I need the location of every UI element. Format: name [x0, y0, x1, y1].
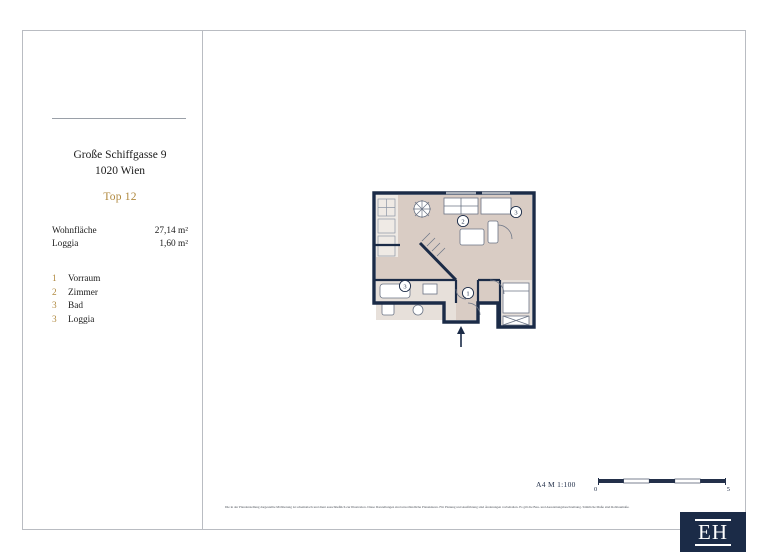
svg-text:2: 2	[461, 218, 465, 226]
room-name: Bad	[68, 301, 83, 311]
scale-block	[536, 478, 730, 500]
area-table	[52, 225, 188, 251]
area-label: Wohnfläche	[52, 226, 97, 236]
address-city: 1020 Wien	[94, 165, 146, 177]
entrance-arrow	[457, 326, 465, 347]
floorplan-svg	[360, 185, 560, 370]
room-marker-2	[457, 215, 468, 226]
unit-label: Top 12	[103, 191, 137, 203]
room-marker-1-vorraum	[462, 287, 473, 298]
room-number: 1	[52, 274, 57, 284]
sheet-column-divider	[202, 30, 203, 530]
plant-icon	[413, 200, 431, 218]
list-item	[52, 287, 188, 301]
room-marker-3-bad	[399, 280, 410, 291]
room-name: Zimmer	[68, 287, 98, 298]
room-number: 2	[52, 287, 57, 298]
disclaimer-text: Die in der Plandarstellung dargestellte Möblierung ist schematisch und dient ausschließlich zur Illustration. Diese Darstellungen sind unverbindliche Planskizzen. Für Planung und Ausführung sind Änderungen vorbehalten. Es gilt die Bau- und Ausstattungsbeschreibung. Sämtliche Maße sind Rohbaumaße.	[225, 505, 630, 509]
logo-text: EH	[695, 519, 731, 546]
area-label: Loggia	[52, 239, 79, 249]
list-item	[52, 300, 188, 314]
info-divider	[52, 118, 186, 119]
area-row	[52, 238, 188, 251]
company-logo	[680, 512, 746, 552]
scale-label: A4 M 1:100	[536, 480, 576, 489]
scale-bar	[598, 478, 726, 485]
area-value: 1,60 m²	[159, 239, 188, 249]
scale-numbers	[594, 486, 730, 493]
room-legend	[52, 273, 188, 327]
room-number: 3	[52, 301, 57, 311]
list-item	[52, 314, 188, 328]
list-item	[52, 273, 188, 287]
room-name: Loggia	[68, 314, 95, 325]
svg-text:3: 3	[403, 283, 407, 291]
floorplan-drawing	[360, 185, 560, 370]
info-column	[52, 118, 188, 327]
scale-min: 0	[594, 486, 598, 493]
area-row	[52, 225, 188, 238]
area-value: 27,14 m²	[154, 226, 188, 236]
address-street: Große Schiffgasse 9	[73, 149, 167, 161]
room-marker-3-loggia	[510, 206, 521, 217]
address-block	[52, 147, 188, 179]
furniture-bedroom	[503, 283, 529, 325]
svg-text:1: 1	[466, 290, 470, 298]
room-name: Vorraum	[68, 274, 101, 284]
room-number: 3	[52, 314, 57, 325]
scale-max: 5	[726, 486, 730, 493]
svg-text:3: 3	[514, 209, 518, 217]
